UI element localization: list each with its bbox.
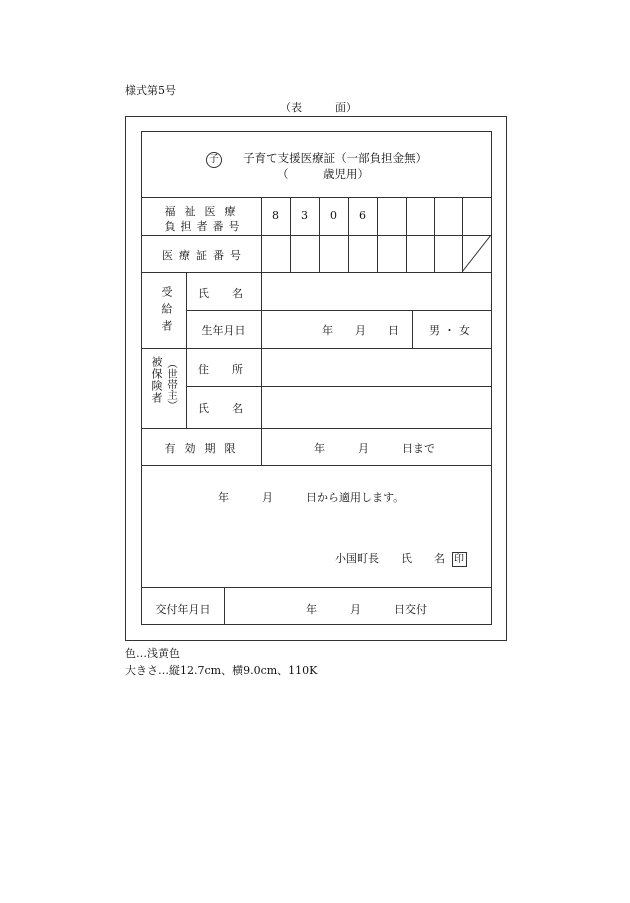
application-text: 年 月 日から適用します。 (218, 491, 405, 504)
birth-date-value: 年 月 日 (322, 324, 399, 337)
validity-label: 有効期限 (164, 442, 245, 455)
card-title-text: 子育て支援医療証（一部負担金無） (243, 151, 428, 165)
payer-digit: 0 (330, 209, 337, 222)
insured-label: 被保険者 (150, 356, 163, 404)
recipient-label: 受給者 (160, 286, 173, 337)
issue-date-label: 交付年月日 (155, 603, 211, 616)
issuer-text (335, 550, 467, 567)
row-divider (142, 272, 491, 273)
payer-number-label-line2: 負担者番号 (164, 220, 245, 233)
cert-number-label: 医療証番号 (162, 249, 247, 262)
insured-name-label: 氏 名 (198, 402, 249, 415)
row-divider (142, 235, 491, 236)
row-divider (142, 197, 491, 198)
birth-date-label: 生年月日 (201, 324, 246, 337)
issue-date-value: 年 月 日交付 (306, 603, 427, 616)
payer-number-label-line1: 福祉医療 (164, 205, 245, 218)
row-divider (142, 428, 491, 429)
digit-cell-divider (434, 197, 435, 272)
recipient-name-label: 氏 名 (198, 287, 249, 300)
digit-cell-divider (406, 197, 407, 272)
validity-value: 年 月 日まで (314, 442, 435, 455)
row-divider (142, 465, 491, 466)
payer-digit: 6 (359, 209, 366, 222)
household-label: （世帯主） (166, 358, 178, 411)
label-column-divider (261, 197, 262, 465)
age-label: （ 歳児用） (277, 167, 369, 181)
medical-certificate-card (141, 131, 492, 625)
payer-digit: 8 (272, 209, 279, 222)
issuer-name-label: 小国町長 氏 名 (335, 552, 445, 565)
sex-value: 男・女 (429, 324, 474, 337)
child-mark-icon: 子 (206, 152, 222, 168)
row-divider (186, 386, 491, 387)
seal-icon: 印 (452, 552, 467, 567)
issue-date-divider (224, 587, 225, 625)
digit-cell-divider (377, 197, 378, 272)
form-number: 様式第5号 (125, 84, 176, 97)
payer-digit: 3 (301, 209, 308, 222)
row-divider (142, 587, 491, 588)
color-note: 色…浅黄色 (125, 647, 180, 660)
size-note: 大きさ…縦12.7cm、横9.0cm、110K (125, 664, 318, 677)
row-divider (142, 348, 491, 349)
void-cell-slash (462, 235, 491, 272)
row-divider (186, 310, 491, 311)
form-side-label: （表 面） (280, 101, 357, 114)
address-label: 住 所 (198, 363, 249, 376)
